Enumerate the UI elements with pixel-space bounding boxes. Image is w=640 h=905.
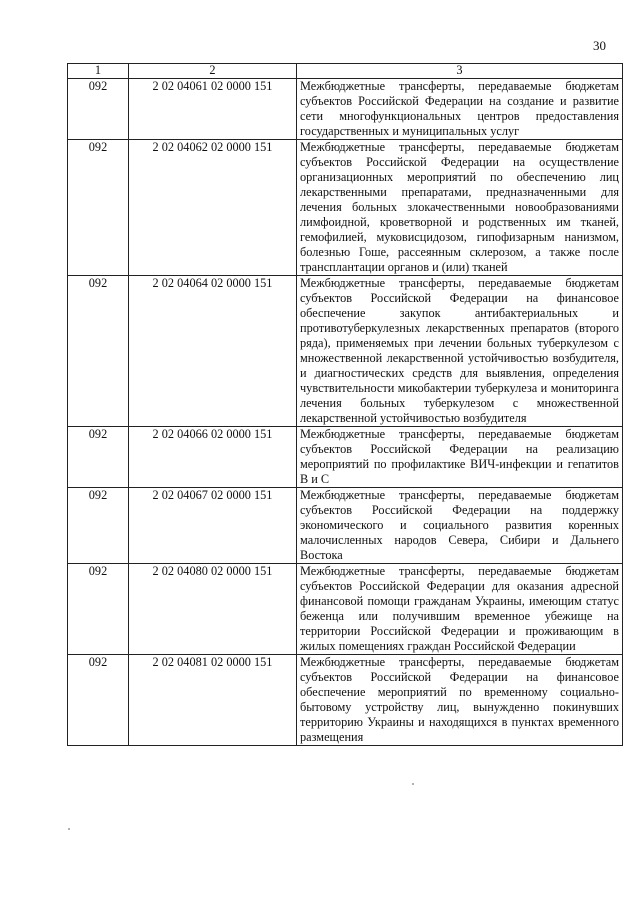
- table-header-row: [68, 64, 623, 79]
- table-row: [68, 488, 623, 564]
- table-row: [68, 427, 623, 488]
- admin-code-cell: 092: [68, 79, 129, 140]
- revenue-code-cell: 2 02 04061 02 0000 151: [129, 79, 297, 140]
- page-number: 30: [593, 38, 606, 53]
- table-row: [68, 276, 623, 427]
- revenue-name-cell: Межбюджетные трансферты, передаваемые бюджетам субъектов Российской Федерации для оказания адресной финансовой помощи гражданам Украины, имеющим статус беженца или получившим временное убежище на территории Российской Федерации и проживающим в жилых помещениях граждан Российской Федерации: [297, 564, 623, 655]
- revenue-code-cell: 2 02 04080 02 0000 151: [129, 564, 297, 655]
- revenue-code-cell: 2 02 04067 02 0000 151: [129, 488, 297, 564]
- scan-speck: [412, 783, 414, 785]
- admin-code-cell: 092: [68, 276, 129, 427]
- scan-speck: [68, 828, 70, 830]
- revenue-name-cell: Межбюджетные трансферты, передаваемые бюджетам субъектов Российской Федерации на финансовое обеспечение мероприятий по временному социально-бытовому устройству лиц, вынужденно покинувших территорию Украины и находящихся в пунктах временного размещения: [297, 655, 623, 746]
- admin-code-cell: 092: [68, 488, 129, 564]
- table-row: [68, 655, 623, 746]
- revenue-name-cell: Межбюджетные трансферты, передаваемые бюджетам субъектов Российской Федерации на реализацию мероприятий по профилактике ВИЧ-инфекции и гепатитов В и С: [297, 427, 623, 488]
- table-row: [68, 140, 623, 276]
- revenue-name-cell: Межбюджетные трансферты, передаваемые бюджетам субъектов Российской Федерации на поддержку экономического и социального развития коренных малочисленных народов Севера, Сибири и Дальнего Востока: [297, 488, 623, 564]
- admin-code-cell: 092: [68, 427, 129, 488]
- table-row: [68, 564, 623, 655]
- admin-code-cell: 092: [68, 655, 129, 746]
- budget-classification-table: [67, 63, 623, 746]
- revenue-code-cell: 2 02 04081 02 0000 151: [129, 655, 297, 746]
- revenue-code-cell: 2 02 04062 02 0000 151: [129, 140, 297, 276]
- revenue-code-cell: 2 02 04066 02 0000 151: [129, 427, 297, 488]
- column-header-2: 2: [129, 64, 297, 79]
- column-header-3: 3: [297, 64, 623, 79]
- revenue-name-cell: Межбюджетные трансферты, передаваемые бюджетам субъектов Российской Федерации на осуществление организационных мероприятий по обеспечению лиц лекарственными препаратами, предназначенными для лечения больных злокачественными новообразованиями лимфоидной, кроветворной и родственных им тканей, гемофилией, муковисцидозом, гипофизарным нанизмом, болезнью Гоше, рассеянным склерозом, а также после трансплантации органов и (или) тканей: [297, 140, 623, 276]
- admin-code-cell: 092: [68, 564, 129, 655]
- revenue-code-cell: 2 02 04064 02 0000 151: [129, 276, 297, 427]
- table-row: [68, 79, 623, 140]
- revenue-name-cell: Межбюджетные трансферты, передаваемые бюджетам субъектов Российской Федерации на финансовое обеспечение закупок антибактериальных и противотуберкулезных лекарственных препаратов (второго ряда), применяемых при лечении больных туберкулезом с множественной лекарственной устойчивостью возбудителя, и диагностических средств для выявления, определения чувствительности микобактерии туберкулеза и мониторинга лечения больных туберкулезом с множественной лекарственной устойчивостью возбудителя: [297, 276, 623, 427]
- admin-code-cell: 092: [68, 140, 129, 276]
- revenue-name-cell: Межбюджетные трансферты, передаваемые бюджетам субъектов Российской Федерации на создание и развитие сети многофункциональных центров предоставления государственных и муниципальных услуг: [297, 79, 623, 140]
- column-header-1: 1: [68, 64, 129, 79]
